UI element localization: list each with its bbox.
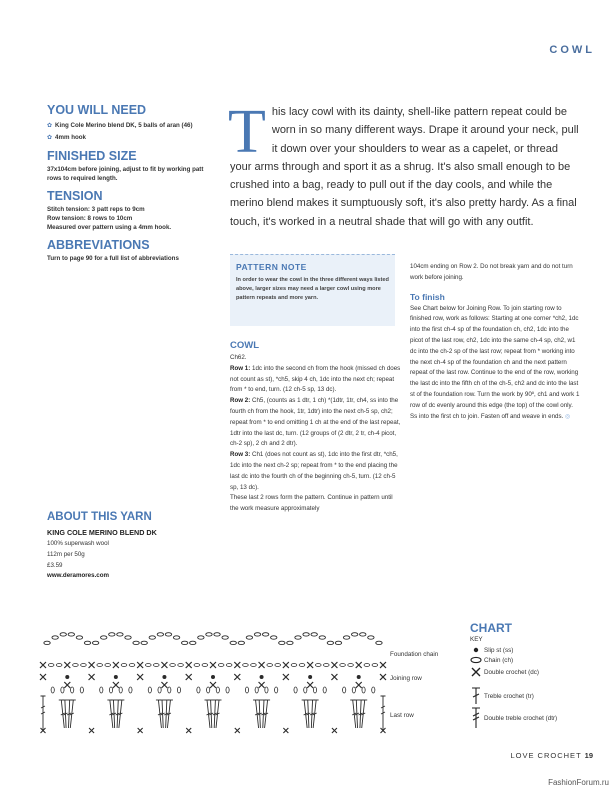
dc-stitch [64, 662, 70, 668]
chain-stitch [105, 664, 111, 667]
chain-stitch [129, 664, 135, 667]
chain-stitch [73, 664, 79, 667]
finished-size-text: 37x104cm before joining, adjust to fit by working patt rows to required length. [47, 166, 204, 182]
dc-stitch [356, 662, 362, 668]
dc-stitch [161, 662, 167, 668]
dc-stitch [138, 728, 143, 733]
slip-stitch [308, 675, 312, 679]
end-marker-icon: ◎ [565, 412, 571, 420]
dc-stitch [186, 728, 191, 733]
chain-stitch [97, 664, 103, 667]
chain-stitch [117, 633, 123, 636]
chain-stitch [267, 664, 273, 667]
dc-stitch [283, 662, 289, 668]
chain-stitch [207, 687, 210, 693]
chain-stitch [335, 641, 341, 644]
dc-stitch [307, 662, 313, 668]
chain-stitch [327, 641, 333, 644]
dc-stitch [234, 662, 240, 668]
yarn-detail: 100% superwash wool [47, 540, 109, 547]
dc-stitch [137, 662, 143, 668]
chain-stitch [84, 641, 90, 644]
key-slip-st: Slip st (ss) [470, 646, 513, 654]
chain-stitch [76, 636, 82, 639]
chain-stitch [372, 687, 375, 693]
slip-stitch [162, 675, 166, 679]
chain-stitch [262, 633, 268, 636]
you-will-need-item: ✿ King Cole Merino blend DK, 5 balls of aran (46) [47, 122, 193, 129]
chain-stitch [52, 636, 58, 639]
chain-stitch [376, 641, 382, 644]
chain-stitch [271, 636, 277, 639]
right-column [410, 262, 580, 422]
dtr-stitch [41, 696, 46, 730]
flower-bullet-icon: ✿ [47, 135, 53, 141]
chain-stitch [311, 633, 317, 636]
chain-stitch [80, 687, 83, 693]
dc-stitch [283, 728, 288, 733]
chain-stitch [287, 641, 293, 644]
pattern-note-box [230, 254, 395, 326]
section-tag: COWL [549, 44, 595, 56]
chain-stitch [119, 687, 122, 693]
chain-stitch [291, 664, 297, 667]
chain-stitch [68, 633, 74, 636]
pattern-row-3: Row 3: Ch1 (does not count as st), 1dc into the first dtr, *ch5, 1dc into the next ch-2 sp; repeat from * to the end placing the last dc into the fourth ch of the beginning ch-5, turn. (12 ch-5 sp, 13 dc). [230, 451, 398, 491]
chain-stitch [313, 687, 316, 693]
chain-stitch [181, 641, 187, 644]
row-label-last: Last row [390, 712, 414, 719]
slip-stitch [65, 675, 69, 679]
chain-stitch [279, 641, 285, 644]
chain-stitch [275, 687, 278, 693]
chain-stitch [190, 641, 196, 644]
chain-stitch [218, 664, 224, 667]
chain-stitch [343, 636, 349, 639]
chain-stitch [100, 687, 103, 693]
chain-stitch [165, 633, 171, 636]
slip-st-symbol-icon [470, 646, 484, 654]
dc-stitch [64, 682, 70, 688]
chain-stitch [61, 687, 64, 693]
dc-stitch [234, 674, 240, 680]
chain-stitch [44, 641, 50, 644]
chain-stitch [319, 636, 325, 639]
pattern-note-text: In order to wear the cowl in the three different ways listed above, larger sizes may need a larger cowl using more pattern repeats and more yarn. [236, 277, 389, 301]
chain-stitch [245, 687, 248, 693]
chain-stitch [168, 687, 171, 693]
yarn-detail: 112m per 50g [47, 550, 85, 558]
chain-stitch [48, 664, 54, 667]
chain-stitch [222, 636, 228, 639]
dc-stitch [113, 682, 119, 688]
dc-stitch [210, 662, 216, 668]
chain-stitch [133, 641, 139, 644]
chain-stitch [56, 664, 62, 667]
pattern-ch: Ch62. [230, 354, 247, 361]
to-finish-text: See Chart below for Joining Row. To join starting row to finished row, work as follows: Starting at one corner *ch2, 1dc into the first ch-4 sp of the foundation ch, ch2, 1dc into the picot of the last row, ch2, 1dc into the same ch-4 sp, ch2, w1 dc into the ch-2 sp of the last row; repeat from * working into the next ch-4 sp of the foundation ch and the next pattern repeat of the last row. Continue to the end of the row, working the last dc into the fifth ch of the ch-5, ch2 and dc into the last st of the foundation row. Turn the work by 90º, ch1 and work 1 row of dc evenly around this edge (the top) of the cowl only. Ss into the first ch to join. Fasten off and weave in ends. ◎ [410, 304, 580, 420]
chain-stitch [177, 687, 180, 693]
chain-stitch [352, 687, 355, 693]
chain-stitch [109, 687, 112, 693]
chain-stitch [362, 687, 365, 693]
chain-symbol-icon [470, 656, 484, 664]
chain-stitch [197, 687, 200, 693]
chain-stitch [343, 687, 346, 693]
chain-stitch [323, 664, 329, 667]
chain-stitch [214, 633, 220, 636]
chain-stitch [149, 636, 155, 639]
tension-line: Stitch tension: 3 patt reps to 9cm [47, 206, 145, 213]
chain-stitch [368, 636, 374, 639]
dc-stitch [331, 662, 337, 668]
dc-stitch [89, 674, 95, 680]
chain-stitch [226, 687, 229, 693]
key-tr: Treble crochet (tr) [470, 686, 534, 706]
key-chain: Chain (ch) [470, 656, 513, 664]
chain-stitch [299, 664, 305, 667]
dc-stitch [161, 682, 167, 688]
chain-stitch [238, 641, 244, 644]
chain-stitch [194, 664, 200, 667]
chain-stitch [51, 687, 54, 693]
chain-stitch [129, 687, 132, 693]
chain-stitch [364, 664, 370, 667]
chain-stitch [246, 636, 252, 639]
finished-size-heading: FINISHED SIZE [47, 149, 137, 163]
slip-stitch [357, 675, 361, 679]
tension-heading: TENSION [47, 189, 103, 203]
yarn-heading: ABOUT THIS YARN [47, 511, 152, 523]
chain-stitch [109, 633, 115, 636]
dc-stitch [283, 674, 289, 680]
chain-stitch [206, 633, 212, 636]
intro-paragraph: This lacy cowl with its dainty, shell-like pattern repeat could be worn in so many different ways. Drape it around your neck, pull it down over your shoulders to wear as a capelet, or thread your arms through and sport it as a shrug. It's also small enough to be crushed into a bag, ready to pull out if the day cools, and while the merino blend makes it sumptuously soft, it's also pretty hardy. As a final touch, it's worked in a neutral shade that will go with any outfit. [228, 98, 579, 228]
row-label-foundation: Foundation chain [390, 651, 439, 658]
dtr-stitch [381, 696, 386, 730]
chain-stitch [71, 687, 74, 693]
chain-stitch [178, 664, 184, 667]
chain-stitch [145, 664, 151, 667]
pattern-row-1: Row 1: 1dc into the second ch from the hook (missed ch does not count as st), *ch5, skip 4 ch, 1dc into the next ch; repeat from * to end, turn. (12 ch-5 sp, 13 dc). [230, 364, 401, 394]
slip-stitch [211, 675, 215, 679]
key-dtr: Double treble crochet (dtr) [470, 706, 557, 730]
dc-stitch [89, 728, 94, 733]
tension-line: Row tension: 8 rows to 10cm [47, 215, 133, 222]
dc-stitch [259, 662, 265, 668]
chain-stitch [315, 664, 321, 667]
drop-cap: T [228, 98, 266, 166]
pattern-continue: These last 2 rows form the pattern. Continue in pattern until the work measure approximately [230, 494, 393, 513]
left-column [47, 103, 217, 263]
crochet-chart [38, 624, 388, 736]
yarn-url: www.deramores.com [47, 572, 110, 580]
chart-heading: CHART [470, 621, 512, 635]
dc-stitch [380, 662, 386, 668]
you-will-need-item: ✿ 4mm hook [47, 134, 86, 141]
abbreviations-text: Turn to page 90 for a full list of abbreviations [47, 255, 179, 262]
chain-stitch [360, 633, 366, 636]
slip-stitch [114, 675, 118, 679]
chain-stitch [158, 687, 161, 693]
page-footer: LOVE CROCHET 19 [510, 751, 593, 760]
key-dc: Double crochet (dc) [470, 667, 539, 677]
chain-stitch [216, 687, 219, 693]
dc-stitch [210, 682, 216, 688]
chain-stitch [304, 687, 307, 693]
chain-stitch [351, 633, 357, 636]
pattern-row-2: Row 2: Ch5, (counts as 1 dtr, 1 ch) *(1dtr, 1tr, ch4, ss into the fourth ch from the hook, 1tr, 1dtr) into the next ch-5 sp, ch2; repeat from * to end omitting 1 ch at the end of the last repeat, 1dtr into the last dc, turn. (12 groups of (2 dtr, 2 tr, ch-4 picot, ch-2 sp), 2 ch and 2 dtr). [230, 397, 401, 448]
chain-stitch [230, 641, 236, 644]
chain-stitch [153, 664, 159, 667]
dc-stitch [332, 728, 337, 733]
chain-stitch [101, 636, 107, 639]
dc-stitch [307, 682, 313, 688]
cowl-pattern [230, 340, 402, 515]
key-label: KEY [470, 636, 483, 643]
chain-stitch [170, 664, 176, 667]
abbreviations-heading: ABBREVIATIONS [47, 238, 150, 252]
slip-stitch [260, 675, 264, 679]
chain-stitch [265, 687, 268, 693]
flower-bullet-icon: ✿ [47, 123, 53, 129]
cowl-heading: COWL [230, 340, 260, 351]
chain-stitch [81, 664, 87, 667]
row-label-joining: Joining row [390, 675, 422, 682]
chain-stitch [294, 687, 297, 693]
you-will-need-heading: YOU WILL NEED [47, 103, 147, 117]
chain-stitch [340, 664, 346, 667]
chain-stitch [60, 633, 66, 636]
dc-stitch [186, 674, 192, 680]
chain-stitch [173, 636, 179, 639]
dc-symbol-icon [470, 667, 484, 677]
watermark: FashionForum.ru [548, 778, 609, 787]
chain-stitch [121, 664, 127, 667]
dc-stitch [40, 674, 46, 680]
chain-stitch [254, 633, 260, 636]
chain-stitch [323, 687, 326, 693]
chain-stitch [141, 641, 147, 644]
tr-symbol-icon [470, 686, 484, 706]
tension-line: Measured over pattern using a 4mm hook. [47, 224, 172, 231]
chain-stitch [125, 636, 131, 639]
dc-stitch [113, 662, 119, 668]
dc-stitch [235, 728, 240, 733]
chain-stitch [303, 633, 309, 636]
chain-stitch [148, 687, 151, 693]
dc-stitch [89, 662, 95, 668]
chain-stitch [226, 664, 232, 667]
about-yarn [47, 511, 217, 582]
dtr-symbol-icon [470, 706, 484, 730]
to-finish-heading: To finish [410, 291, 445, 302]
chain-stitch [348, 664, 354, 667]
chain-stitch [92, 641, 98, 644]
pattern-cont: 104cm ending on Row 2. Do not break yarn and do not turn work before joining. [410, 263, 573, 281]
dc-stitch [380, 674, 386, 680]
chain-stitch [255, 687, 258, 693]
chain-stitch [275, 664, 281, 667]
chain-stitch [295, 636, 301, 639]
dc-stitch [259, 682, 265, 688]
chain-stitch [157, 633, 163, 636]
chain-stitch [372, 664, 378, 667]
dc-stitch [137, 674, 143, 680]
dc-stitch [356, 682, 362, 688]
chain-stitch [202, 664, 208, 667]
chain-stitch [251, 664, 257, 667]
yarn-detail: £3.59 [47, 561, 63, 569]
chain-stitch [243, 664, 249, 667]
dc-stitch [186, 662, 192, 668]
pattern-note-title: PATTERN NOTE [236, 262, 307, 272]
chain-stitch [198, 636, 204, 639]
yarn-name: KING COLE MERINO BLEND DK [47, 528, 157, 537]
dc-stitch [331, 674, 337, 680]
dc-stitch [40, 662, 46, 668]
